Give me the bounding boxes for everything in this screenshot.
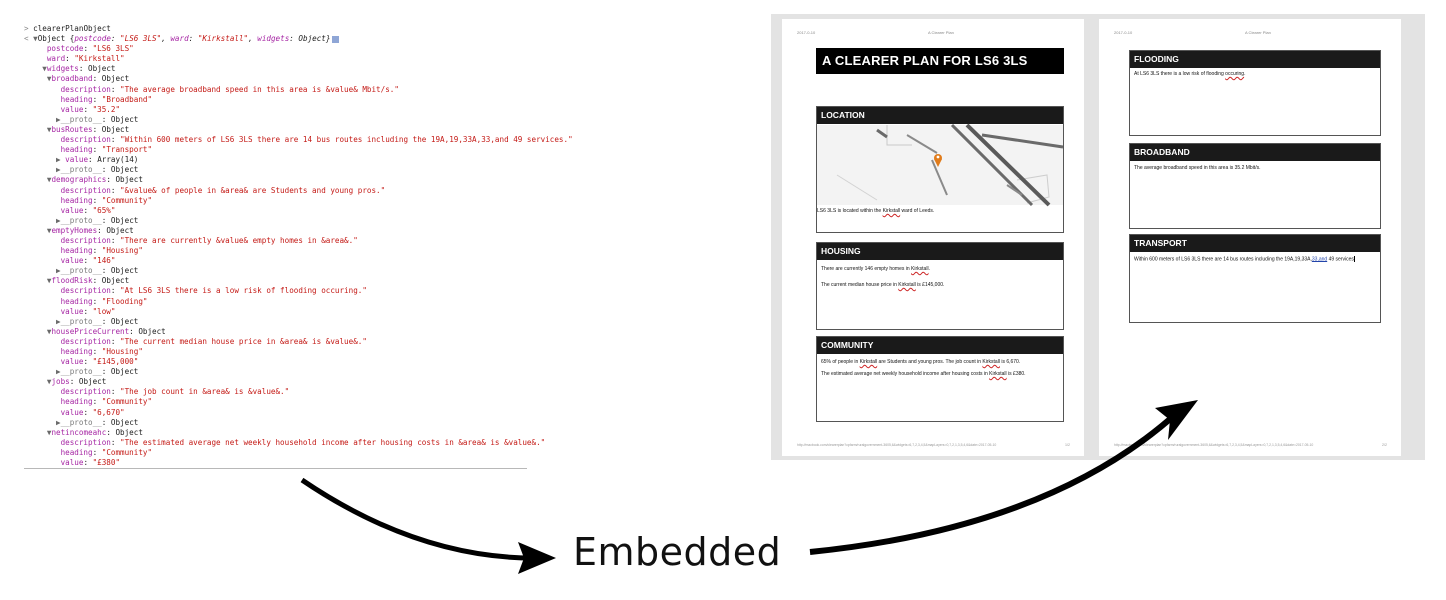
colon: : [92,94,102,104]
page-number: 1/2 [1065,443,1070,447]
widget-description: "The job count in &area& is &value&." [120,387,290,397]
expand-triangle-icon[interactable]: ▼ [46,377,52,387]
widget-description: "&value& of people in &area& are Students and young pros." [120,185,386,195]
community-line-2-ward: Kirkstall [989,371,1007,377]
colon: : [106,175,116,185]
widget-type: Object [101,276,130,286]
widget-heading: "Flooding" [101,296,148,306]
location-text-pre: LS6 3LS is located within the [817,208,883,214]
value-ward: "Kirkstall" [74,54,125,64]
community-line-1-ward: Kirkstall [859,359,878,365]
colon: : [92,296,102,306]
widget-value: "low" [92,306,116,316]
summary-val-postcode: "LS6 3LS" [120,34,162,44]
prop-key: description [60,387,111,397]
prop-key: description [60,336,111,346]
prop-key: value [60,155,89,165]
key-postcode: postcode [46,44,84,54]
result-arrow-icon: < [24,34,34,44]
prop-key: value [60,306,84,316]
widget-type: Object [106,225,134,235]
prop-key: heading [60,447,93,457]
colon: : [110,437,121,447]
widget-heading: "Community" [101,397,153,407]
colon: : [83,205,93,215]
summary-key-ward: ward [170,34,189,44]
prop-key: heading [60,246,93,256]
widget-description: "Within 600 meters of LS6 3LS there are 14 bus routes including the 19A,19,33A,33,and 49 services." [120,135,573,145]
colon: : [110,286,121,296]
location-text-post: ward of Leeds. [900,208,935,214]
page-header-title: A Clearer Plan [928,30,954,35]
summary-val-ward: "Kirkstall" [197,34,249,44]
prop-key: description [60,437,111,447]
widget-value: "65%" [92,205,116,215]
collapsed-triangle-icon[interactable]: ▶ [56,114,61,124]
console-command: clearerPlanObject [33,24,111,33]
proto-type: Object [110,114,139,124]
colon: : [92,195,102,205]
community-line-1-mid: are Students and young pros. The job count in [877,359,983,365]
transport-text-pre: Within 600 meters of LS6 3LS there are 14 bus routes including the 19A,19,33A, [1134,256,1312,263]
widget-value: "£145,000" [92,357,139,367]
flooding-text-misspelt: occuring [1225,71,1245,77]
housing-line-1-post: . [928,266,930,272]
colon: : [92,246,102,256]
page-header-date: 2017-0-10 [797,30,816,35]
widget-value: "146" [92,256,116,266]
prop-key: value [60,407,84,417]
proto-key: __proto__ [60,114,102,124]
colon: : [83,104,93,114]
summary-widgets-type: : Object} [289,34,331,44]
prop-key: description [60,235,111,245]
transport-text-link[interactable]: 33,and [1311,256,1328,263]
colon: : [92,347,102,356]
widget-value: "6,670" [92,407,125,417]
colon: : [101,114,111,124]
widget-key: housePriceCurrent [51,326,130,336]
proto-type: Object [110,165,139,175]
main-title: A CLEARER PLAN FOR LS6 3LS [816,48,1064,74]
expand-triangle-icon[interactable]: ▼ [46,175,52,185]
expand-triangle-icon[interactable]: ▼ [33,34,38,44]
prop-key: value [60,357,84,367]
transport-heading: TRANSPORT [1130,235,1380,252]
prop-postcode: postcode: "LS6 3LS" [46,44,134,54]
widget-heading: "Community" [101,195,153,205]
colon: : [92,145,102,155]
collapsed-triangle-icon[interactable]: ▶ [56,155,61,165]
flooding-heading: FLOODING [1130,51,1380,68]
widget-description: "The current median house price in &area& is &value&." [120,336,367,346]
proto-type: Object [110,266,139,276]
widget-heading: "Community" [101,447,153,457]
widget-description: "The average broadband speed in this area is &value& Mbit/s." [120,84,399,94]
widget-description: "There are currently &value& empty homes in &area&." [120,235,358,245]
widget-key: jobs [51,377,70,387]
page-footer-url: http://macbook.com/clearerplan?cpfarm/ruralgovernment-3605,6&widgets=6,7,2,3,4,5&mapLayers=0,7,2,1,3,5,4,6&date=2017-05-10 [797,443,997,447]
broadband-text: The average broadband speed in this area is 35.2 Mbit/s. [1134,165,1261,171]
location-ward: Kirkstall [882,208,901,214]
proto-key: __proto__ [60,266,102,276]
prop-key: heading [60,145,93,155]
colon: : [92,74,102,84]
prop-widgets[interactable]: ▼widgets: Object [42,64,116,74]
housing-line-2-ward: Kirkstall [898,282,916,288]
widget-heading: "Broadband" [101,94,153,104]
location-heading: LOCATION [817,107,1063,124]
proto-type: Object [110,316,139,326]
collapsed-triangle-icon[interactable]: ▶ [56,165,61,175]
proto-key: __proto__ [60,215,102,225]
prop-key: description [60,286,111,296]
expand-triangle-icon[interactable]: ▼ [46,74,52,84]
colon: : [110,336,121,346]
widget-key: netincomeahc [51,427,107,437]
widget-description: "The estimated average net weekly household income after housing costs in &area& is &value&." [120,437,546,447]
housing-line-1-pre: There are currently 146 empty homes in [821,266,912,272]
prop-key: heading [60,347,93,356]
colon: : [83,256,93,266]
widget-heading: "Housing" [101,347,143,356]
right-arrow-head-icon [1155,400,1198,440]
proto-type: Object [110,367,139,377]
collapsed-triangle-icon[interactable]: ▶ [56,266,61,276]
expand-triangle-icon[interactable]: ▼ [46,276,52,286]
colon: : [110,387,121,397]
object-summary-prefix: Object { [37,34,75,44]
colon: : [110,135,121,145]
broadband-heading: BROADBAND [1130,144,1380,161]
prop-ward: ward: "Kirkstall" [46,54,125,64]
colon: : [106,427,116,437]
widget-value: "35.2" [92,104,121,114]
colon: : [101,417,111,427]
prop-key: value [60,205,84,215]
expand-triangle-icon[interactable]: ▼ [42,64,47,74]
colon: : [101,266,111,276]
embedded-caption: Embedded [573,530,782,574]
flooding-text-post: . [1244,71,1246,77]
key-ward: ward [46,54,66,64]
transport-text-post: 49 services [1327,256,1354,263]
expand-triangle-icon[interactable]: ▼ [46,326,52,336]
prop-key: heading [60,195,93,205]
prop-key: heading [60,397,93,407]
summary-sep: : [110,34,121,44]
page-number: 2/2 [1382,443,1387,447]
collapsed-triangle-icon[interactable]: ▶ [56,316,61,326]
summary-comma: , [248,34,258,44]
community-line-1-pre: 65% of people in [821,359,860,365]
widget-type: Object [78,377,107,387]
colon: : [110,235,121,245]
widget-key: emptyHomes [51,225,98,235]
community-heading: COMMUNITY [817,337,1063,354]
proto-key: __proto__ [60,165,102,175]
widget-key: busRoutes [51,124,93,134]
widget-value: "£380" [92,458,121,468]
key-widgets: widgets [46,64,79,74]
housing-line-2-post: is £145,000. [915,282,945,288]
colon: : [97,225,107,235]
page-footer-url: http://macbook.com/clearerplan?cpfarm/ruralgovernment-3605,6&widgets=6,7,2,3,4,5&mapLayers=0,7,2,1,3,5,4,6&date=2017-05-10 [1114,443,1314,447]
colon: : [101,367,111,377]
proto-key: __proto__ [60,367,102,377]
community-line-2-pre: The estimated average net weekly household income after housing costs in [821,371,990,377]
prop-key: heading [60,94,93,104]
proto-key: __proto__ [60,417,102,427]
collapsed-triangle-icon[interactable]: ▶ [56,367,61,377]
value-postcode: "LS6 3LS" [92,44,134,54]
colon: : [92,447,102,457]
colon: : [83,306,93,316]
widget-type: Object [138,326,166,336]
left-arrow-curve [302,480,540,558]
widget-type: Object [115,427,143,437]
colon: : [92,124,102,134]
colon: : [83,357,93,367]
summary-key-widgets: widgets [257,34,290,44]
right-arrow-curve [810,412,1178,552]
colon: : [101,215,111,225]
proto-type: Object [110,417,139,427]
colon: : [101,316,111,326]
prop-key: value [60,256,84,266]
widget-heading: "Transport" [101,145,153,155]
colon: : [101,165,111,175]
expand-triangle-icon[interactable]: ▼ [46,124,52,134]
community-line-1-post: is 6,670. [999,359,1021,365]
summary-sep: : [188,34,198,44]
prop-key: heading [60,296,93,306]
summary-key-postcode: postcode [74,34,111,44]
widget-description: "At LS6 3LS there is a low risk of flooding occuring." [120,286,367,296]
prop-key: value [60,458,84,468]
collapsed-triangle-icon[interactable]: ▶ [56,215,61,225]
housing-line-2-pre: The current median house price in [821,282,899,288]
proto-key: __proto__ [60,316,102,326]
prop-key: description [60,185,111,195]
expand-triangle-icon[interactable]: ▼ [46,225,52,235]
prop-key: description [60,84,111,94]
widget-type: Object [101,74,130,84]
community-line-2-post: is £380. [1006,371,1026,377]
prompt-icon: > [24,24,34,33]
housing-heading: HOUSING [817,243,1063,260]
colon: : [92,397,102,407]
colon: : [110,185,121,195]
community-line-1-ward-2: Kirkstall [982,359,1000,365]
colon: : [92,276,102,286]
widget-key: demographics [51,175,107,185]
collapsed-triangle-icon[interactable]: ▶ [56,417,61,427]
widget-type: Object [101,124,130,134]
colon: : [88,155,98,165]
colon: : [69,377,79,387]
prop-key: value [60,104,84,114]
widget-heading: "Housing" [101,246,143,256]
page-header-title: A Clearer Plan [1245,30,1271,35]
widget-key: broadband [51,74,93,84]
colon: : [129,326,139,336]
page-header-date: 2017-0-10 [1114,30,1133,35]
proto-type: Object [110,215,139,225]
widget-type: Object [115,175,143,185]
prop-key: description [60,135,111,145]
summary-comma: , [161,34,171,44]
colon: : [83,407,93,417]
flooding-text-pre: At LS6 3LS there is a low risk of flooding [1134,71,1226,77]
colon: : [110,84,121,94]
colon: : [83,458,93,468]
widget-value: Array(14) [97,155,139,165]
housing-line-1-ward: Kirkstall [911,266,929,272]
type-widgets: Object [88,64,116,74]
widget-key: floodRisk [51,276,93,286]
expand-triangle-icon[interactable]: ▼ [46,427,52,437]
